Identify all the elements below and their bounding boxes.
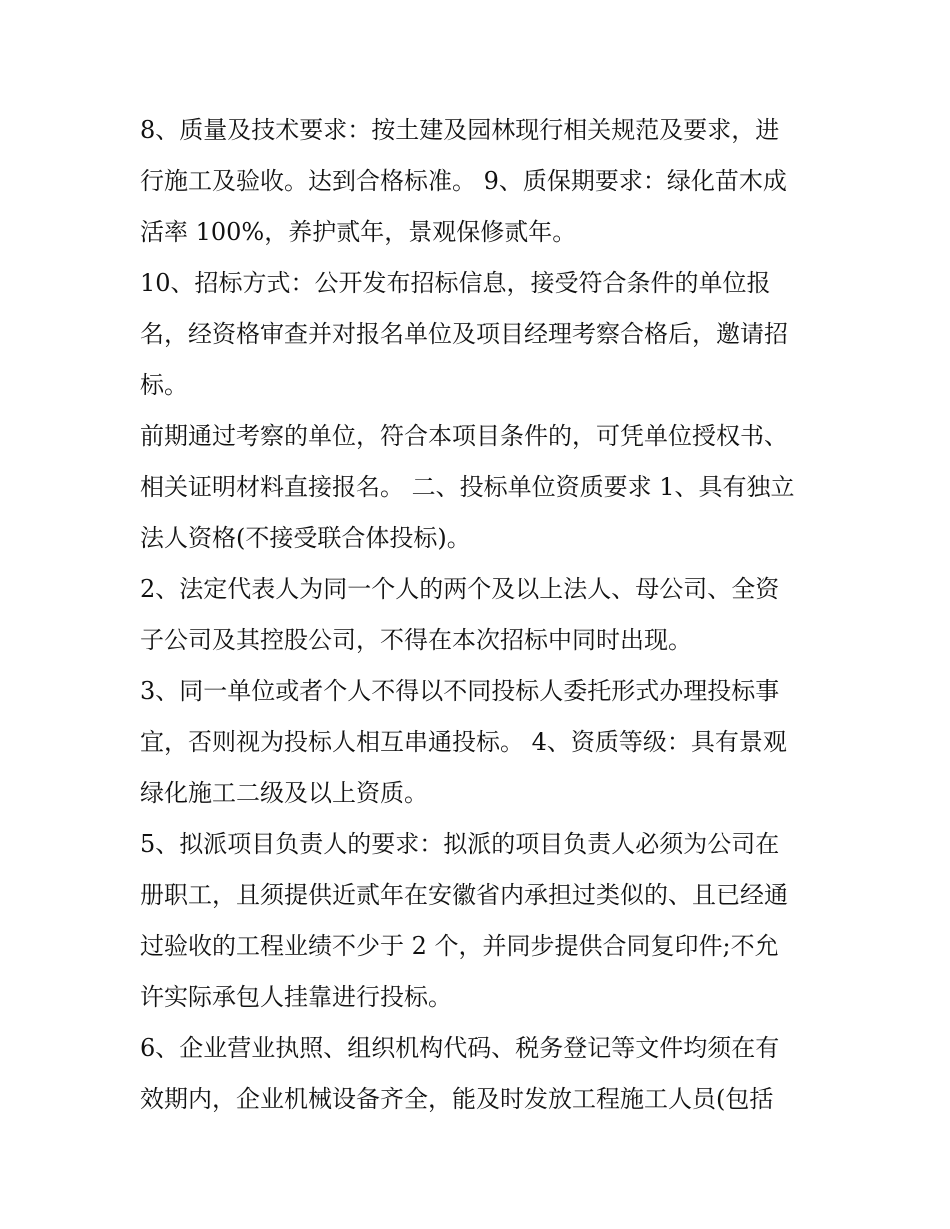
paragraph-quality-requirements <box>140 105 820 258</box>
text-line: 10、招标方式：公开发布招标信息，接受符合条件的单位报 <box>140 269 771 297</box>
text-line: 6、企业营业执照、组织机构代码、税务登记等文件均须在有 <box>140 1034 780 1062</box>
text-line: 8、质量及技术要求：按土建及园林现行相关规范及要求，进 <box>140 116 780 144</box>
text-line: 宜，否则视为投标人相互串通投标。 4、资质等级：具有景观 <box>140 728 787 756</box>
document-body <box>140 105 820 1125</box>
text-line: 许实际承包人挂靠进行投标。 <box>140 983 452 1011</box>
text-line: 绿化施工二级及以上资质。 <box>140 779 428 807</box>
text-line: 3、同一单位或者个人不得以不同投标人委托形式办理投标事 <box>140 677 780 705</box>
paragraph-project-manager <box>140 819 820 1023</box>
paragraph-collusion-rule <box>140 666 820 819</box>
text-line: 相关证明材料直接报名。 二、投标单位资质要求 1、具有独立 <box>140 473 795 501</box>
paragraph-bidder-qualifications <box>140 411 820 564</box>
text-line: 前期通过考察的单位，符合本项目条件的，可凭单位授权书、 <box>140 422 788 450</box>
text-line: 行施工及验收。达到合格标准。 9、质保期要求：绿化苗木成 <box>140 167 787 195</box>
text-line: 活率 100%，养护贰年，景观保修贰年。 <box>140 218 577 246</box>
text-line: 过验收的工程业绩不少于 2 个，并同步提供合同复印件;不允 <box>140 932 779 960</box>
text-line: 册职工，且须提供近贰年在安徽省内承担过类似的、且已经通 <box>140 881 788 909</box>
paragraph-legal-representative <box>140 564 820 666</box>
text-line: 名，经资格审查并对报名单位及项目经理考察合格后，邀请招 <box>140 320 788 348</box>
paragraph-bidding-method <box>140 258 820 411</box>
text-line: 标。 <box>140 371 188 399</box>
text-line: 5、拟派项目负责人的要求：拟派的项目负责人必须为公司在 <box>140 830 780 858</box>
text-line: 法人资格(不接受联合体投标)。 <box>140 524 471 552</box>
text-line: 2、法定代表人为同一个人的两个及以上法人、母公司、全资 <box>140 575 780 603</box>
text-line: 效期内，企业机械设备齐全，能及时发放工程施工人员(包括 <box>140 1085 774 1113</box>
text-line: 子公司及其控股公司，不得在本次招标中同时出现。 <box>140 626 692 654</box>
paragraph-business-license <box>140 1023 820 1125</box>
